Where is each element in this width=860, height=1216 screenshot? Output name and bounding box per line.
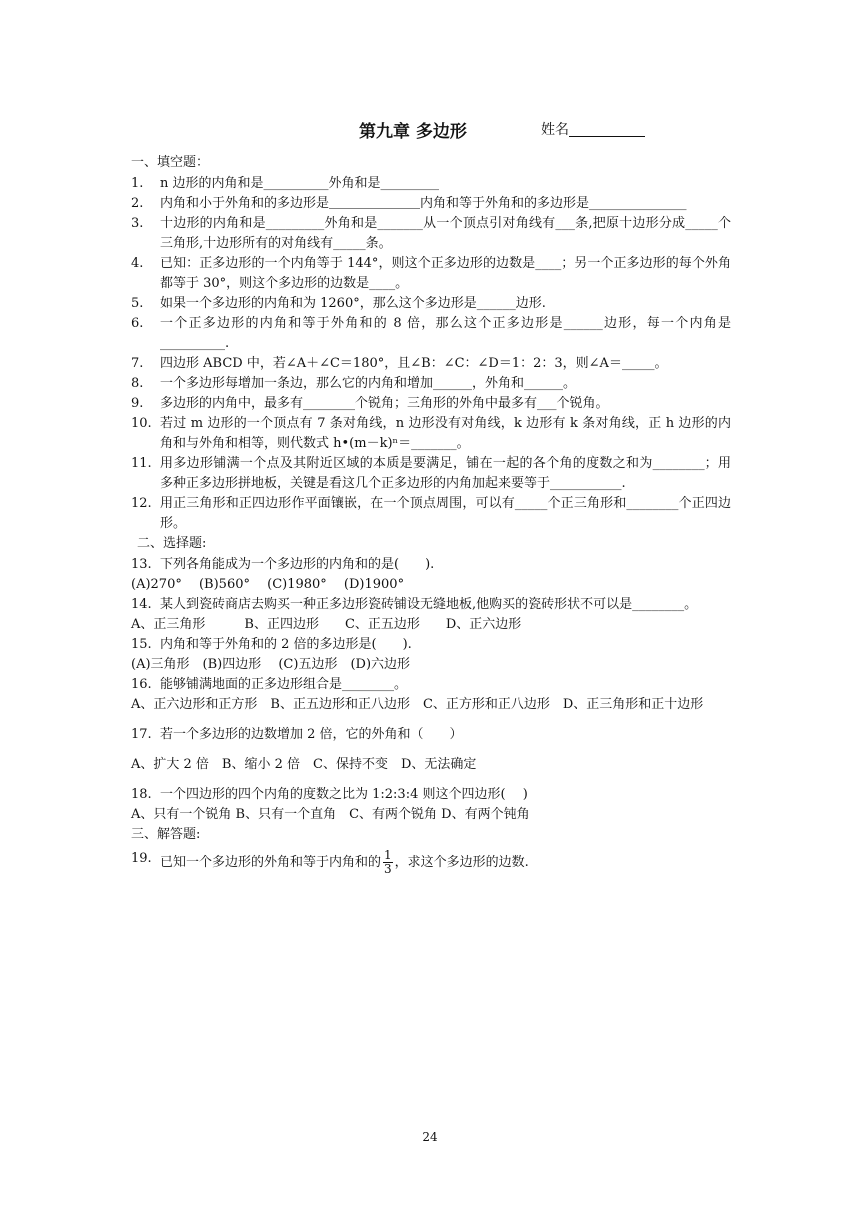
question-8: 8. 一个多边形每增加一条边，那么它的内角和增加______，外角和______。 bbox=[131, 376, 577, 391]
question-12: 12. 用正三角形和正四边形作平面镶嵌，在一个顶点周围，可以有_____个正三角形和________个正四边形。 bbox=[131, 496, 731, 531]
question-16-options: A、正六边形和正方形 B、正五边形和正八边形 C、正方形和正八边形 D、正三角形和正十边形 bbox=[131, 697, 704, 712]
question-3: 3. 十边形的内角和是_________外角和是_______从一个顶点引对角线有___条,把原十边形分成_____个三角形,十边形所有的对角线有_____条。 bbox=[131, 216, 731, 251]
fraction-denominator: 3 bbox=[384, 862, 392, 876]
question-5: 5. 如果一个多边形的内角和为 1260°，那么这个多边形是______边形. bbox=[131, 296, 546, 311]
question-19: 19. 已知一个多边形的外角和等于内角和的 $\frac{1}{3}$ ，求这个多边形的边数. bbox=[131, 848, 529, 876]
question-10: 10. 若过 m 边形的一个顶点有 7 条对角线，n 边形没有对角线，k 边形有 k 条对角线，正 h 边形的内角和与外角和相等，则代数式 h•(m－k)ⁿ＝_______。 bbox=[131, 416, 731, 451]
question-6: 6. 一个正多边形的内角和等于外角和的 8 倍，那么这个正多边形是______边形，每一个内角是__________. bbox=[131, 316, 731, 351]
question-17: 17. 若一个多边形的边数增加 2 倍，它的外角和（ ） bbox=[131, 727, 463, 742]
section-answer: 三、解答题: bbox=[131, 827, 201, 842]
fraction-one-third bbox=[383, 849, 393, 876]
questions-content bbox=[131, 153, 731, 876]
question-16: 16. 能够铺满地面的正多边形组合是________。 bbox=[131, 677, 408, 692]
question-19-text-before: 已知一个多边形的外角和等于内角和的 bbox=[160, 855, 382, 870]
question-14-options: A、正三角形 B、正四边形 C、正五边形 D、正六边形 bbox=[131, 617, 522, 632]
page-title: 第九章 多边形 bbox=[359, 122, 467, 142]
question-13: 13. 下列各角能成为一个多边形的内角和的是( ). bbox=[131, 557, 435, 572]
question-19-text-after: ，求这个多边形的边数. bbox=[394, 855, 529, 870]
question-18: 18. 一个四边形的四个内角的度数之比为 1:2:3:4 则这个四边形( ) bbox=[131, 787, 528, 802]
fraction-numerator: 1 bbox=[384, 848, 392, 862]
name-label: 姓名 bbox=[541, 122, 569, 138]
question-11: 11. 用多边形铺满一个点及其附近区域的本质是要满足，铺在一起的各个角的度数之和为________；用多种正多边形拼地板，关键是看这几个正多边形的内角加起来要等于___________. bbox=[131, 456, 731, 491]
question-15: 15. 内角和等于外角和的 2 倍的多边形是( ). bbox=[131, 637, 412, 652]
question-18-options: A、只有一个锐角 B、只有一个直角 C、有两个锐角 D、有两个钝角 bbox=[131, 807, 530, 822]
question-4: 4. 已知：正多边形的一个内角等于 144°，则这个正多边形的边数是____；另一个正多边形的每个外角都等于 30°，则这个多边形的边数是____。 bbox=[131, 256, 731, 291]
question-1: 1. n 边形的内角和是__________外角和是_________ bbox=[131, 176, 440, 191]
page-number: 24 bbox=[422, 1130, 438, 1144]
question-17-options: A、扩大 2 倍 B、缩小 2 倍 C、保持不变 D、无法确定 bbox=[131, 757, 477, 772]
question-15-options: (A)三角形 (B)四边形 (C)五边形 (D)六边形 bbox=[131, 657, 411, 672]
section-fill-in: 一、填空题： bbox=[131, 155, 210, 170]
question-9: 9. 多边形的内角中，最多有________个锐角；三角形的外角中最多有___个锐角。 bbox=[131, 396, 609, 411]
question-2: 2. 内角和小于外角和的多边形是＿＿＿＿＿＿＿内角和等于外角和的多边形是_______________ bbox=[131, 196, 687, 211]
question-14: 14. 某人到瓷砖商店去购买一种正多边形瓷砖铺设无缝地板,他购买的瓷砖形状不可以是________。 bbox=[131, 597, 698, 612]
question-7: 7. 四边形 ABCD 中，若∠A＋∠C＝180°，且∠B：∠C：∠D＝1：2：3，则∠A＝_____。 bbox=[131, 356, 668, 371]
header bbox=[0, 117, 860, 141]
question-13-options: (A)270° (B)560° (C)1980° (D)1900° bbox=[131, 577, 405, 592]
name-blank-line bbox=[569, 136, 645, 137]
section-multiple-choice: 二、选择题: bbox=[137, 536, 207, 551]
